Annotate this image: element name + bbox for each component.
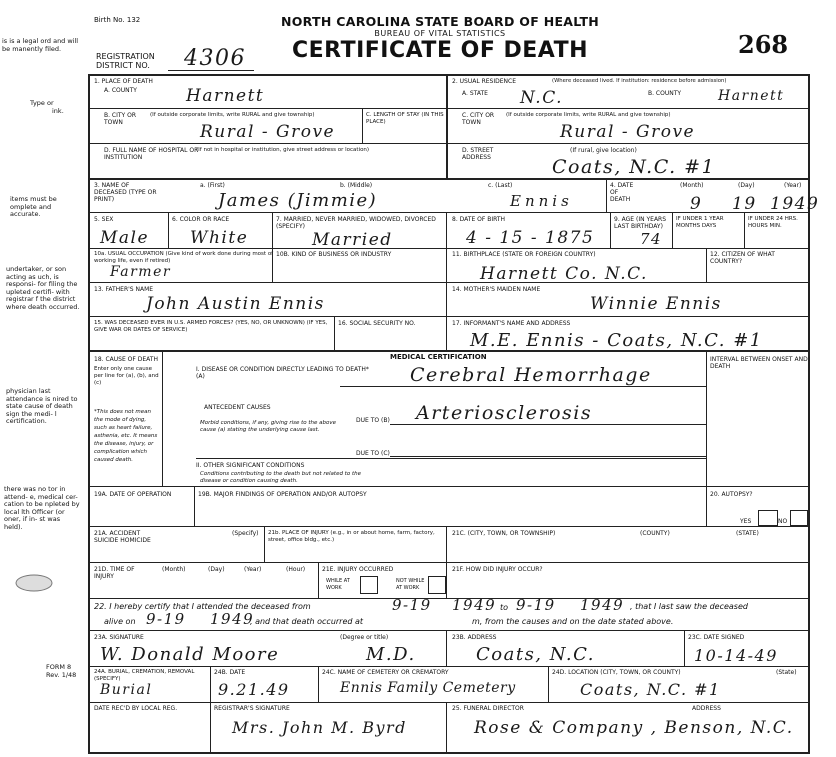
value-res-county: Harnett	[718, 88, 785, 104]
birth-no	[94, 17, 140, 24]
label-cause-note: Enter only one cause per line for (a), (b), and (c)	[94, 366, 159, 386]
label-usual-residence: 2. USUAL RESIDENCE	[452, 78, 516, 85]
value-date-signed: 10-14-49	[694, 646, 778, 665]
value-cert-from-year: 1949	[452, 596, 497, 614]
value-sex: Male	[100, 228, 150, 248]
label-morbid: Morbid conditions, if any, giving rise to the above cause (a) stating the underlying cause last.	[200, 420, 337, 433]
value-informant: M.E. Ennis - Coats, N.C. #1	[470, 330, 763, 351]
value-race: White	[190, 228, 249, 248]
label-color-race: 6. COLOR OR RACE	[172, 216, 230, 223]
label-state: A. STATE	[462, 90, 488, 97]
label-other-note: Conditions contributing to the death but not related to the disease or condition causing death.	[200, 471, 362, 484]
registration-label-2: DISTRICT NO.	[96, 61, 150, 70]
autopsy-no-checkbox[interactable]	[790, 510, 808, 526]
value-county: Harnett	[186, 86, 265, 106]
label-date-signed: 23C. DATE SIGNED	[688, 634, 745, 641]
value-death-day: 19	[732, 194, 757, 214]
label-antecedent: ANTECEDENT CAUSES	[204, 404, 271, 411]
cert-text-b: , that I last saw the deceased	[630, 602, 748, 611]
form-left-border	[88, 74, 90, 754]
label-time: 21D. TIME OF INJURY	[94, 566, 135, 580]
label-interval: INTERVAL BETWEEN ONSET AND DEATH	[710, 356, 808, 370]
value-signature: W. Donald Moore	[100, 644, 280, 665]
margin-note-physician: physician last attendance is nired to state cause of death sign the medi- l certification.	[6, 387, 78, 425]
cert-text-alive: alive on	[104, 617, 136, 626]
label-time-year: (Year)	[244, 566, 262, 573]
value-last-name: Ennis	[510, 192, 573, 210]
form-number-text: FORM 8	[46, 663, 72, 671]
label-operation: 19A. DATE OF OPERATION	[94, 491, 172, 498]
birth-no-label: Birth No.	[94, 16, 125, 24]
value-funeral-director: Rose & Company , Benson, N.C.	[474, 718, 794, 738]
label-first: a. (First)	[200, 182, 225, 189]
value-alive-year: 1949	[210, 610, 255, 628]
label-time-day: (Day)	[208, 566, 225, 573]
value-cause-b: Arteriosclerosis	[416, 402, 593, 424]
label-injury-city: 21C. (CITY, TOWN, OR TOWNSHIP)	[452, 530, 556, 537]
label-county: A. COUNTY	[104, 87, 137, 94]
label-birthplace: 11. BIRTHPLACE (STATE OR FOREIGN COUNTRY)	[452, 251, 596, 258]
margin-note-ink: ink.	[52, 106, 64, 115]
value-city: Rural - Grove	[200, 122, 336, 142]
cert-text-a: 22. I hereby certify that I attended the deceased from	[94, 602, 311, 611]
label-occupation: 10a. USUAL OCCUPATION (Give kind of work done during most of working life, even if retired)	[94, 251, 274, 264]
label-ssn: 16. SOCIAL SECURITY NO.	[338, 320, 416, 327]
label-informant: 17. INFORMANT'S NAME AND ADDRESS	[452, 320, 571, 327]
value-death-month: 9	[690, 194, 703, 214]
label-county-b: B. COUNTY	[648, 90, 682, 97]
label-month: (Month)	[680, 182, 704, 189]
label-under-1-year: IF UNDER 1 YEAR MONTHS DAYS	[676, 216, 724, 229]
label-burial-date: 24B. DATE	[214, 669, 246, 676]
label-autopsy-no: NO	[778, 518, 788, 525]
value-death-year: 1949	[770, 194, 820, 214]
value-alive-on: 9-19	[146, 610, 186, 628]
while-at-work-checkbox[interactable]	[360, 576, 378, 594]
value-res-city: Rural - Grove	[560, 122, 696, 142]
label-injury-county: (COUNTY)	[640, 530, 670, 537]
value-father: John Austin Ennis	[146, 294, 325, 314]
label-injury-occurred: 21E. INJURY OCCURRED	[322, 566, 394, 573]
label-city-note: (If outside corporate limits, write RURAL and give township)	[150, 112, 315, 118]
cert-text-to: to	[500, 603, 509, 612]
value-cause-a: Cerebral Hemorrhage	[410, 364, 652, 386]
value-cemetery: Ennis Family Cemetery	[340, 680, 516, 696]
margin-note-legal: is is a legal ord and will be manently filed.	[2, 37, 79, 53]
margin-note-type	[30, 100, 74, 115]
label-place-injury: 21b. PLACE OF INJURY (e.g., in or about home, farm, factory, street, office bldg., etc.)	[268, 530, 435, 543]
label-street: D. STREET ADDRESS	[462, 147, 494, 161]
label-city-town: B. CITY OR TOWN	[104, 112, 137, 126]
margin-note-type-text: Type or	[30, 99, 54, 107]
value-mother: Winnie Ennis	[590, 294, 722, 314]
label-medical-certification: MEDICAL CERTIFICATION	[390, 353, 487, 361]
label-middle: b. (Middle)	[340, 182, 373, 189]
label-funeral-director: 25. FUNERAL DIRECTOR	[452, 705, 524, 712]
value-cert-from: 9-19	[392, 596, 432, 614]
label-father: 13. FATHER'S NAME	[94, 286, 154, 293]
label-how-injury: 21F. HOW DID INJURY OCCUR?	[452, 566, 543, 573]
value-burial-date: 9.21.49	[218, 680, 290, 699]
value-birthplace: Harnett Co. N.C.	[480, 264, 648, 284]
label-city-c: C. CITY OR TOWN	[462, 112, 495, 126]
label-specify: (Specify)	[232, 530, 259, 537]
label-time-hour: (Hour)	[286, 566, 306, 573]
label-due-to-c: DUE TO (C)	[356, 450, 390, 457]
margin-note-no-doctor: there was no tor in attend- e, medical cer- cation to be npleted by local lth Officer (or oner, if in- st was held).	[4, 485, 80, 531]
label-findings: 19B. MAJOR FINDINGS OF OPERATION AND/OR AUTOPSY	[198, 491, 367, 498]
label-armed-forces: 15. WAS DECEASED EVER IN U.S. ARMED FORCES? (YES, NO, OR UNKNOWN) (IF YES, GIVE WAR OR DATES OF SERVICE)	[94, 320, 328, 333]
label-injury-state: (STATE)	[736, 530, 759, 537]
label-fd-address: ADDRESS	[692, 705, 721, 712]
label-marital: 7. MARRIED, NEVER MARRIED, WIDOWED, DIVORCED (SPECIFY)	[276, 216, 436, 230]
form-number	[46, 664, 82, 679]
autopsy-yes-checkbox[interactable]	[758, 510, 778, 526]
certificate-title: CERTIFICATE OF DEATH	[291, 38, 589, 63]
label-length-of-stay: C. LENGTH OF STAY (IN THIS PLACE)	[366, 112, 444, 125]
value-burial: Burial	[100, 682, 153, 698]
label-cause: 18. CAUSE OF DEATH	[94, 356, 158, 363]
value-degree: M.D.	[366, 644, 416, 665]
label-burial: 24A. BURIAL, CREMATION, REMOVAL (SPECIFY)	[94, 669, 195, 682]
value-res-state: N.C.	[520, 88, 563, 108]
birth-no-value: 132	[126, 16, 141, 24]
not-at-work-checkbox[interactable]	[428, 576, 446, 594]
label-age: 9. AGE (IN YEARS LAST BIRTHDAY)	[614, 216, 667, 230]
value-cert-to: 9-19	[516, 596, 556, 614]
form-top-border	[88, 74, 810, 76]
value-age: 74	[640, 230, 663, 248]
label-location: 24D. LOCATION (CITY, TOWN, OR COUNTY)	[552, 669, 681, 676]
certification-line-1	[94, 602, 311, 611]
value-cert-to-year: 1949	[580, 596, 625, 614]
label-registrar: REGISTRAR'S SIGNATURE	[214, 705, 290, 712]
certificate-number: 268	[738, 30, 789, 59]
label-name-deceased: 3. NAME OF DECEASED (TYPE OR PRINT)	[94, 182, 157, 203]
pen-icon	[14, 572, 54, 594]
label-autopsy-yes: YES	[740, 518, 752, 525]
label-hospital-note: (If not in hospital or institution, give street address or location)	[196, 147, 370, 153]
bureau-title: BUREAU OF VITAL STATISTICS	[374, 29, 506, 38]
label-address: 23B. ADDRESS	[452, 634, 497, 641]
label-accident: 21A. ACCIDENT SUICIDE HOMICIDE	[94, 530, 151, 544]
label-disease: I. DISEASE OR CONDITION DIRECTLY LEADING TO DEATH* (A)	[196, 366, 369, 380]
label-sex: 5. SEX	[94, 216, 114, 223]
label-citizen: 12. CITIZEN OF WHAT COUNTRY?	[710, 251, 775, 265]
label-day: (Day)	[738, 182, 755, 189]
value-location: Coats, N.C. #1	[580, 680, 721, 699]
label-mother: 14. MOTHER'S MAIDEN NAME	[452, 286, 541, 293]
state-board-title: NORTH CAROLINA STATE BOARD OF HEALTH	[280, 14, 600, 29]
form-right-border	[808, 74, 810, 754]
label-place-of-death: 1. PLACE OF DEATH	[94, 78, 153, 85]
value-marital: Married	[312, 230, 393, 250]
value-occupation: Farmer	[110, 264, 172, 280]
label-city-c-note: (If outside corporate limits, write RURAL and give township)	[506, 112, 671, 118]
label-location-state: (State)	[776, 669, 797, 676]
label-business: 10B. KIND OF BUSINESS OR INDUSTRY	[276, 251, 392, 258]
district-number: 4306	[184, 46, 246, 71]
registration-label	[96, 52, 155, 70]
margin-note-undertaker: undertaker, or son acting as uch, is responsi- for filing the upleted certifi- with registrar f the district where death occurred.	[6, 265, 80, 311]
label-signature: 23A. SIGNATURE	[94, 634, 144, 641]
label-last: c. (Last)	[488, 182, 513, 189]
value-street: Coats, N.C. #1	[552, 156, 716, 178]
registration-label-1: REGISTRATION	[96, 52, 155, 61]
value-first-name: James (Jimmie)	[218, 190, 378, 211]
label-under-24-hrs: IF UNDER 24 HRS. HOURS MIN.	[748, 216, 798, 229]
label-year: (Year)	[784, 182, 802, 189]
cert-text-c: , and that death occurred at	[250, 617, 364, 626]
value-address: Coats, N.C.	[476, 644, 595, 665]
form-revision: Rev. 1/48	[46, 670, 77, 679]
margin-note-items: items must be omplete and accurate.	[10, 195, 57, 218]
label-due-to-b: DUE TO (B)	[356, 417, 390, 424]
value-dob: 4 - 15 - 1875	[466, 228, 595, 248]
label-degree: (Degree or title)	[340, 634, 389, 641]
cert-text-d: m, from the causes and on the date stated above.	[472, 617, 674, 626]
label-autopsy: 20. AUTOPSY?	[710, 491, 753, 498]
label-note-star: *This does not mean the mode of dying, such as heart failure, asthenia, etc. It means the disease, injury, or complication which caused death.	[94, 409, 158, 463]
label-not-at-work: NOT WHILE AT WORK	[396, 578, 425, 591]
label-time-month: (Month)	[162, 566, 186, 573]
label-hospital: D. FULL NAME OF HOSPITAL OR INSTITUTION	[104, 147, 199, 161]
label-street-note: (If rural, give location)	[570, 147, 637, 154]
label-date-received: DATE REC'D BY LOCAL REG.	[94, 705, 178, 712]
value-registrar: Mrs. John M. Byrd	[232, 718, 407, 737]
label-dob: 8. DATE OF BIRTH	[452, 216, 506, 223]
label-cemetery: 24C. NAME OF CEMETERY OR CREMATORY	[322, 669, 449, 676]
label-residence-note: (Where deceased lived. If institution: residence before admission)	[552, 78, 727, 84]
label-other-conditions: II. OTHER SIGNIFICANT CONDITIONS	[196, 462, 305, 469]
label-while-at-work: WHILE AT WORK	[326, 578, 350, 591]
label-date-of-death: 4. DATE OF DEATH	[610, 182, 634, 203]
